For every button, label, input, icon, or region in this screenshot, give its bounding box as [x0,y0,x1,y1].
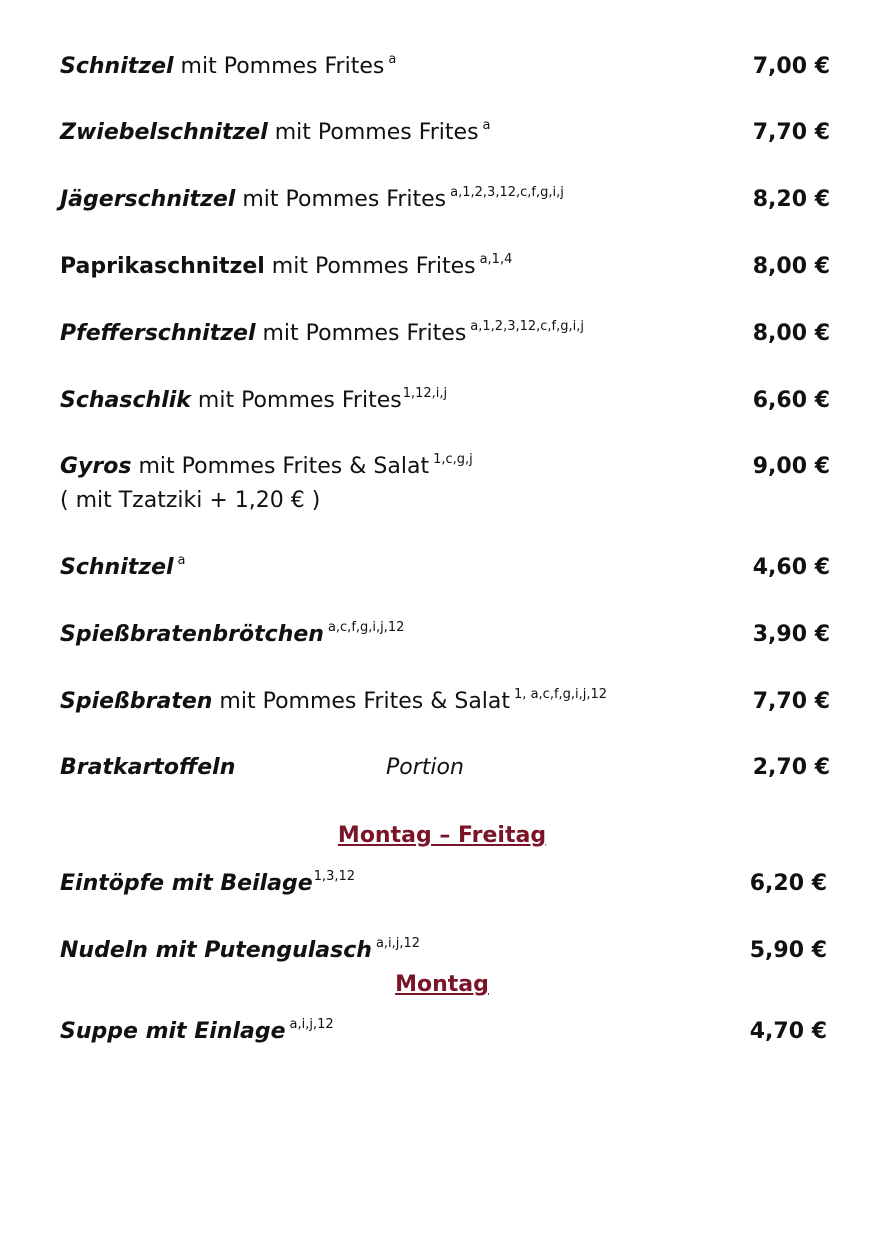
menu-item [60,118,830,158]
dish-side: mit Pommes Frites & Salat [138,454,430,479]
menu-item-title [60,687,607,720]
dish-name: Jägerschnitzel [60,187,236,212]
menu-item [60,252,830,292]
menu-item-title [60,753,235,783]
menu-item [60,185,830,225]
dish-name: Nudeln mit Putengulasch [60,938,372,963]
menu-item [60,620,830,660]
weekday-section-heading: Montag – Freitag [337,823,547,848]
dish-price: 9,00 € [752,454,830,479]
dish-price: 8,20 € [752,187,830,212]
menu-item-title [60,936,420,969]
dish-price: 4,70 € [749,1019,827,1044]
dish-price: 5,90 € [749,938,827,963]
dish-name: Gyros [60,454,132,479]
allergen-codes: a,1,2,3,12,c,f,g,i,j [450,185,564,200]
dish-price: 7,00 € [752,54,830,79]
menu-item [60,753,830,793]
menu-item [60,869,827,909]
menu-item-title [60,118,491,151]
allergen-codes: a,i,j,12 [375,936,421,951]
menu-item-title [60,386,447,419]
dish-name: Schaschlik [60,388,191,413]
dish-side: mit Pommes Frites [242,187,447,212]
menu-item [60,52,830,92]
dish-side: mit Pommes Frites [197,388,402,413]
dish-name: Bratkartoffeln [60,755,236,780]
dish-name: Suppe mit Einlage [60,1019,286,1044]
allergen-codes: 1, a,c,f,g,i,j,12 [514,687,608,702]
dish-name: Pfefferschnitzel [60,321,256,346]
menu-item-title [60,319,584,352]
dish-price: 4,60 € [752,555,830,580]
dish-note: ( mit Tzatziki + 1,20 € ) [60,488,321,513]
dish-name: Schnitzel [60,555,174,580]
dish-price: 2,70 € [752,755,830,780]
allergen-codes: 1,3,12 [313,869,356,884]
dish-side: mit Pommes Frites [180,54,385,79]
menu-item-title [60,1017,334,1050]
dish-side: mit Pommes Frites [274,120,479,145]
dish-name: Spießbraten [60,689,213,714]
menu-item [60,553,830,593]
menu-item [60,687,830,727]
dish-price: 3,90 € [752,622,830,647]
allergen-codes: a,i,j,12 [289,1017,334,1032]
portion-label: Portion [386,755,464,780]
menu-item-title [60,252,512,285]
dish-name: Paprikaschnitzel [60,254,265,279]
allergen-codes: a [482,118,491,133]
dish-name: Zwiebelschnitzel [60,120,268,145]
dish-price: 6,20 € [749,871,827,896]
dish-price: 7,70 € [752,689,830,714]
menu-item-title [60,620,404,653]
allergen-codes: a,c,f,g,i,j,12 [327,620,405,635]
dish-name: Eintöpfe mit Beilage [60,871,313,896]
menu-item [60,452,830,524]
menu-item-title [60,452,473,485]
menu-item-title [60,185,564,218]
allergen-codes: a,1,4 [479,252,513,267]
allergen-codes: a [388,52,397,67]
monday-section-heading: Montag [395,972,489,997]
allergen-codes: a,1,2,3,12,c,f,g,i,j [470,319,585,334]
dish-name: Spießbratenbrötchen [60,622,324,647]
dish-price: 8,00 € [752,254,830,279]
allergen-codes: 1,12,i,j [402,386,448,401]
menu-item [60,319,830,359]
dish-price: 6,60 € [752,388,830,413]
allergen-codes: a [177,553,186,568]
dish-name: Schnitzel [60,54,174,79]
menu-item [60,1017,827,1057]
menu-item-title [60,553,186,586]
dish-price: 7,70 € [752,120,830,145]
dish-side: mit Pommes Frites [262,321,467,346]
dish-price: 8,00 € [752,321,830,346]
menu-item-title [60,52,396,85]
menu-item [60,386,830,426]
menu-item-title [60,869,355,902]
dish-side: mit Pommes Frites & Salat [219,689,511,714]
dish-side: mit Pommes Frites [271,254,476,279]
allergen-codes: 1,c,g,j [433,452,473,467]
